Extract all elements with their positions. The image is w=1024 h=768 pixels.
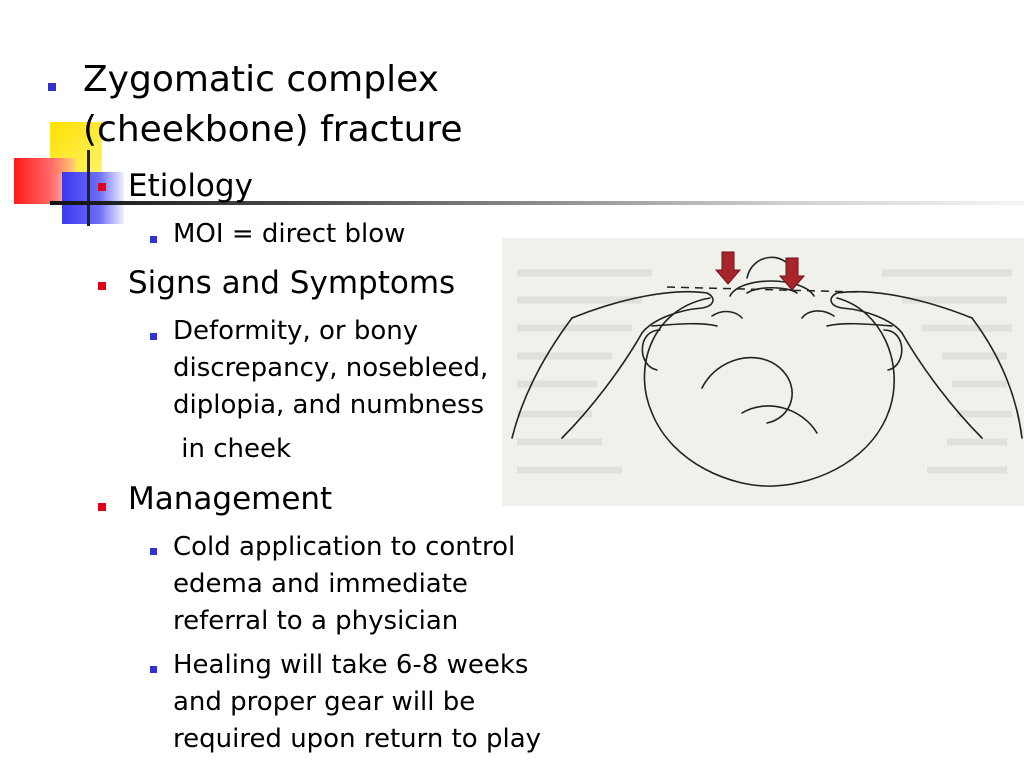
etiology-heading: Etiology	[128, 168, 253, 204]
decor-blue-square	[62, 172, 124, 224]
head-illustration	[502, 238, 1024, 506]
management-item2-bullet-icon	[150, 666, 157, 673]
title-line-2: (cheekbone) fracture	[83, 109, 463, 150]
signs-bullet-icon	[98, 282, 106, 290]
title-bullet-icon	[48, 83, 56, 91]
signs-item-bullet-icon	[150, 333, 157, 340]
management-heading: Management	[128, 481, 333, 517]
management-item1-bullet-icon	[150, 548, 157, 555]
management-bullet-icon	[98, 503, 106, 511]
management-item1-line-3: referral to a physician	[173, 606, 459, 636]
decor-vertical-line	[87, 150, 90, 226]
etiology-bullet-icon	[98, 183, 106, 191]
management-item2-line-3: required upon return to play	[173, 724, 542, 754]
management-item1-line-2: edema and immediate	[173, 569, 468, 599]
management-item1-line-1: Cold application to control	[173, 532, 516, 562]
management-item2-line-1: Healing will take 6-8 weeks	[173, 650, 529, 680]
title-line-1: Zygomatic complex	[83, 59, 439, 100]
signs-heading: Signs and Symptoms	[128, 265, 456, 301]
signs-item-line-4: in cheek	[173, 434, 292, 464]
signs-item-line-3: diplopia, and numbness	[173, 390, 485, 420]
etiology-item: MOI = direct blow	[173, 219, 406, 249]
management-item2-line-2: and proper gear will be	[173, 687, 476, 717]
signs-item-line-2: discrepancy, nosebleed,	[173, 353, 489, 383]
etiology-item-bullet-icon	[150, 236, 157, 243]
signs-item-line-1: Deformity, or bony	[173, 316, 419, 346]
